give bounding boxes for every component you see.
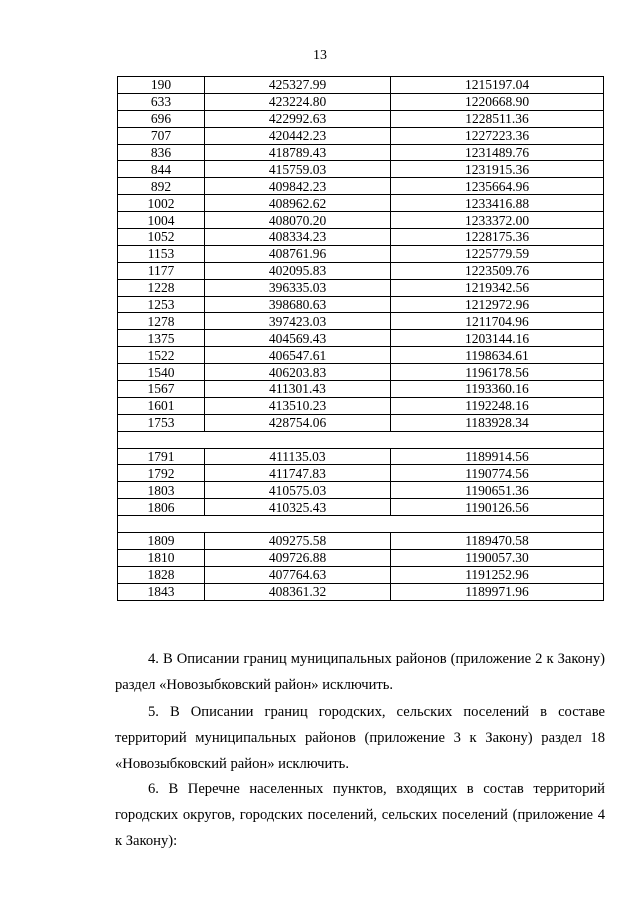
paragraph-4-text: 4. В Описании границ муниципальных районов (приложение 2 к Закону) раздел «Новозыбковский район» исключить. bbox=[115, 651, 605, 693]
table-separator-row bbox=[118, 431, 604, 448]
x-coordinate-cell: 418789.43 bbox=[205, 144, 391, 161]
x-coordinate-cell: 408761.96 bbox=[205, 245, 391, 262]
y-coordinate-cell: 1220668.90 bbox=[391, 93, 604, 110]
table-row bbox=[118, 397, 604, 414]
point-number-cell: 892 bbox=[118, 178, 205, 195]
table-separator-cell bbox=[118, 516, 604, 533]
y-coordinate-cell: 1233372.00 bbox=[391, 212, 604, 229]
y-coordinate-cell: 1228511.36 bbox=[391, 110, 604, 127]
table-row bbox=[118, 549, 604, 566]
x-coordinate-cell: 406547.61 bbox=[205, 347, 391, 364]
paragraph-6-text: 6. В Перечне населенных пунктов, входящих в состав территорий городских округов, городских поселений, сельских поселений (приложение 4 к Закону): bbox=[115, 781, 605, 849]
point-number-cell: 1803 bbox=[118, 482, 205, 499]
x-coordinate-cell: 422992.63 bbox=[205, 110, 391, 127]
table-row bbox=[118, 262, 604, 279]
table-row bbox=[118, 279, 604, 296]
point-number-cell: 844 bbox=[118, 161, 205, 178]
x-coordinate-cell: 408361.32 bbox=[205, 583, 391, 600]
x-coordinate-cell: 411301.43 bbox=[205, 381, 391, 398]
point-number-cell: 1253 bbox=[118, 296, 205, 313]
y-coordinate-cell: 1225779.59 bbox=[391, 245, 604, 262]
table-row bbox=[118, 127, 604, 144]
y-coordinate-cell: 1193360.16 bbox=[391, 381, 604, 398]
x-coordinate-cell: 396335.03 bbox=[205, 279, 391, 296]
table-row bbox=[118, 296, 604, 313]
y-coordinate-cell: 1192248.16 bbox=[391, 397, 604, 414]
x-coordinate-cell: 408962.62 bbox=[205, 195, 391, 212]
point-number-cell: 1567 bbox=[118, 381, 205, 398]
y-coordinate-cell: 1203144.16 bbox=[391, 330, 604, 347]
x-coordinate-cell: 425327.99 bbox=[205, 77, 391, 94]
table-row bbox=[118, 482, 604, 499]
table-separator-row bbox=[118, 516, 604, 533]
point-number-cell: 1753 bbox=[118, 414, 205, 431]
x-coordinate-cell: 411135.03 bbox=[205, 448, 391, 465]
table-row bbox=[118, 566, 604, 583]
table-row bbox=[118, 245, 604, 262]
y-coordinate-cell: 1189971.96 bbox=[391, 583, 604, 600]
y-coordinate-cell: 1228175.36 bbox=[391, 229, 604, 246]
y-coordinate-cell: 1212972.96 bbox=[391, 296, 604, 313]
y-coordinate-cell: 1189914.56 bbox=[391, 448, 604, 465]
table-row bbox=[118, 229, 604, 246]
table-row bbox=[118, 448, 604, 465]
point-number-cell: 1052 bbox=[118, 229, 205, 246]
point-number-cell: 1278 bbox=[118, 313, 205, 330]
table-row bbox=[118, 583, 604, 600]
x-coordinate-cell: 398680.63 bbox=[205, 296, 391, 313]
table-row bbox=[118, 144, 604, 161]
point-number-cell: 1601 bbox=[118, 397, 205, 414]
y-coordinate-cell: 1211704.96 bbox=[391, 313, 604, 330]
y-coordinate-cell: 1189470.58 bbox=[391, 533, 604, 550]
x-coordinate-cell: 404569.43 bbox=[205, 330, 391, 347]
table-row bbox=[118, 381, 604, 398]
page-number: 13 bbox=[313, 48, 327, 63]
y-coordinate-cell: 1191252.96 bbox=[391, 566, 604, 583]
point-number-cell: 1810 bbox=[118, 549, 205, 566]
table-separator-cell bbox=[118, 431, 604, 448]
x-coordinate-cell: 410575.03 bbox=[205, 482, 391, 499]
x-coordinate-cell: 413510.23 bbox=[205, 397, 391, 414]
table-row bbox=[118, 414, 604, 431]
y-coordinate-cell: 1231489.76 bbox=[391, 144, 604, 161]
x-coordinate-cell: 406203.83 bbox=[205, 364, 391, 381]
table-row bbox=[118, 110, 604, 127]
table-row bbox=[118, 313, 604, 330]
point-number-cell: 1002 bbox=[118, 195, 205, 212]
point-number-cell: 1828 bbox=[118, 566, 205, 583]
y-coordinate-cell: 1235664.96 bbox=[391, 178, 604, 195]
table-row bbox=[118, 330, 604, 347]
point-number-cell: 633 bbox=[118, 93, 205, 110]
table-row bbox=[118, 93, 604, 110]
y-coordinate-cell: 1190057.30 bbox=[391, 549, 604, 566]
point-number-cell: 1228 bbox=[118, 279, 205, 296]
x-coordinate-cell: 411747.83 bbox=[205, 465, 391, 482]
point-number-cell: 1843 bbox=[118, 583, 205, 600]
coordinates-table bbox=[117, 76, 604, 601]
x-coordinate-cell: 409842.23 bbox=[205, 178, 391, 195]
table-row bbox=[118, 195, 604, 212]
point-number-cell: 190 bbox=[118, 77, 205, 94]
x-coordinate-cell: 420442.23 bbox=[205, 127, 391, 144]
x-coordinate-cell: 415759.03 bbox=[205, 161, 391, 178]
point-number-cell: 836 bbox=[118, 144, 205, 161]
point-number-cell: 1540 bbox=[118, 364, 205, 381]
y-coordinate-cell: 1190651.36 bbox=[391, 482, 604, 499]
y-coordinate-cell: 1231915.36 bbox=[391, 161, 604, 178]
x-coordinate-cell: 408070.20 bbox=[205, 212, 391, 229]
x-coordinate-cell: 402095.83 bbox=[205, 262, 391, 279]
x-coordinate-cell: 423224.80 bbox=[205, 93, 391, 110]
point-number-cell: 1177 bbox=[118, 262, 205, 279]
table-row bbox=[118, 465, 604, 482]
point-number-cell: 1375 bbox=[118, 330, 205, 347]
point-number-cell: 696 bbox=[118, 110, 205, 127]
y-coordinate-cell: 1198634.61 bbox=[391, 347, 604, 364]
table-row bbox=[118, 347, 604, 364]
table-row bbox=[118, 533, 604, 550]
paragraph-5 bbox=[115, 699, 605, 777]
point-number-cell: 1806 bbox=[118, 499, 205, 516]
table-row bbox=[118, 364, 604, 381]
point-number-cell: 1791 bbox=[118, 448, 205, 465]
y-coordinate-cell: 1190774.56 bbox=[391, 465, 604, 482]
point-number-cell: 707 bbox=[118, 127, 205, 144]
y-coordinate-cell: 1219342.56 bbox=[391, 279, 604, 296]
point-number-cell: 1004 bbox=[118, 212, 205, 229]
y-coordinate-cell: 1183928.34 bbox=[391, 414, 604, 431]
paragraph-6 bbox=[115, 776, 605, 854]
x-coordinate-cell: 428754.06 bbox=[205, 414, 391, 431]
y-coordinate-cell: 1190126.56 bbox=[391, 499, 604, 516]
point-number-cell: 1522 bbox=[118, 347, 205, 364]
table-row bbox=[118, 212, 604, 229]
y-coordinate-cell: 1233416.88 bbox=[391, 195, 604, 212]
x-coordinate-cell: 409726.88 bbox=[205, 549, 391, 566]
table-row bbox=[118, 161, 604, 178]
x-coordinate-cell: 410325.43 bbox=[205, 499, 391, 516]
x-coordinate-cell: 408334.23 bbox=[205, 229, 391, 246]
point-number-cell: 1809 bbox=[118, 533, 205, 550]
paragraph-4 bbox=[115, 646, 605, 698]
table-row bbox=[118, 499, 604, 516]
y-coordinate-cell: 1227223.36 bbox=[391, 127, 604, 144]
y-coordinate-cell: 1223509.76 bbox=[391, 262, 604, 279]
y-coordinate-cell: 1215197.04 bbox=[391, 77, 604, 94]
table-row bbox=[118, 77, 604, 94]
point-number-cell: 1153 bbox=[118, 245, 205, 262]
x-coordinate-cell: 407764.63 bbox=[205, 566, 391, 583]
x-coordinate-cell: 409275.58 bbox=[205, 533, 391, 550]
point-number-cell: 1792 bbox=[118, 465, 205, 482]
y-coordinate-cell: 1196178.56 bbox=[391, 364, 604, 381]
table-row bbox=[118, 178, 604, 195]
paragraph-5-text: 5. В Описании границ городских, сельских поселений в составе территорий муниципальных районов (приложение 3 к Закону) раздел 18 «Новозыбковский район» исключить. bbox=[115, 704, 605, 772]
x-coordinate-cell: 397423.03 bbox=[205, 313, 391, 330]
